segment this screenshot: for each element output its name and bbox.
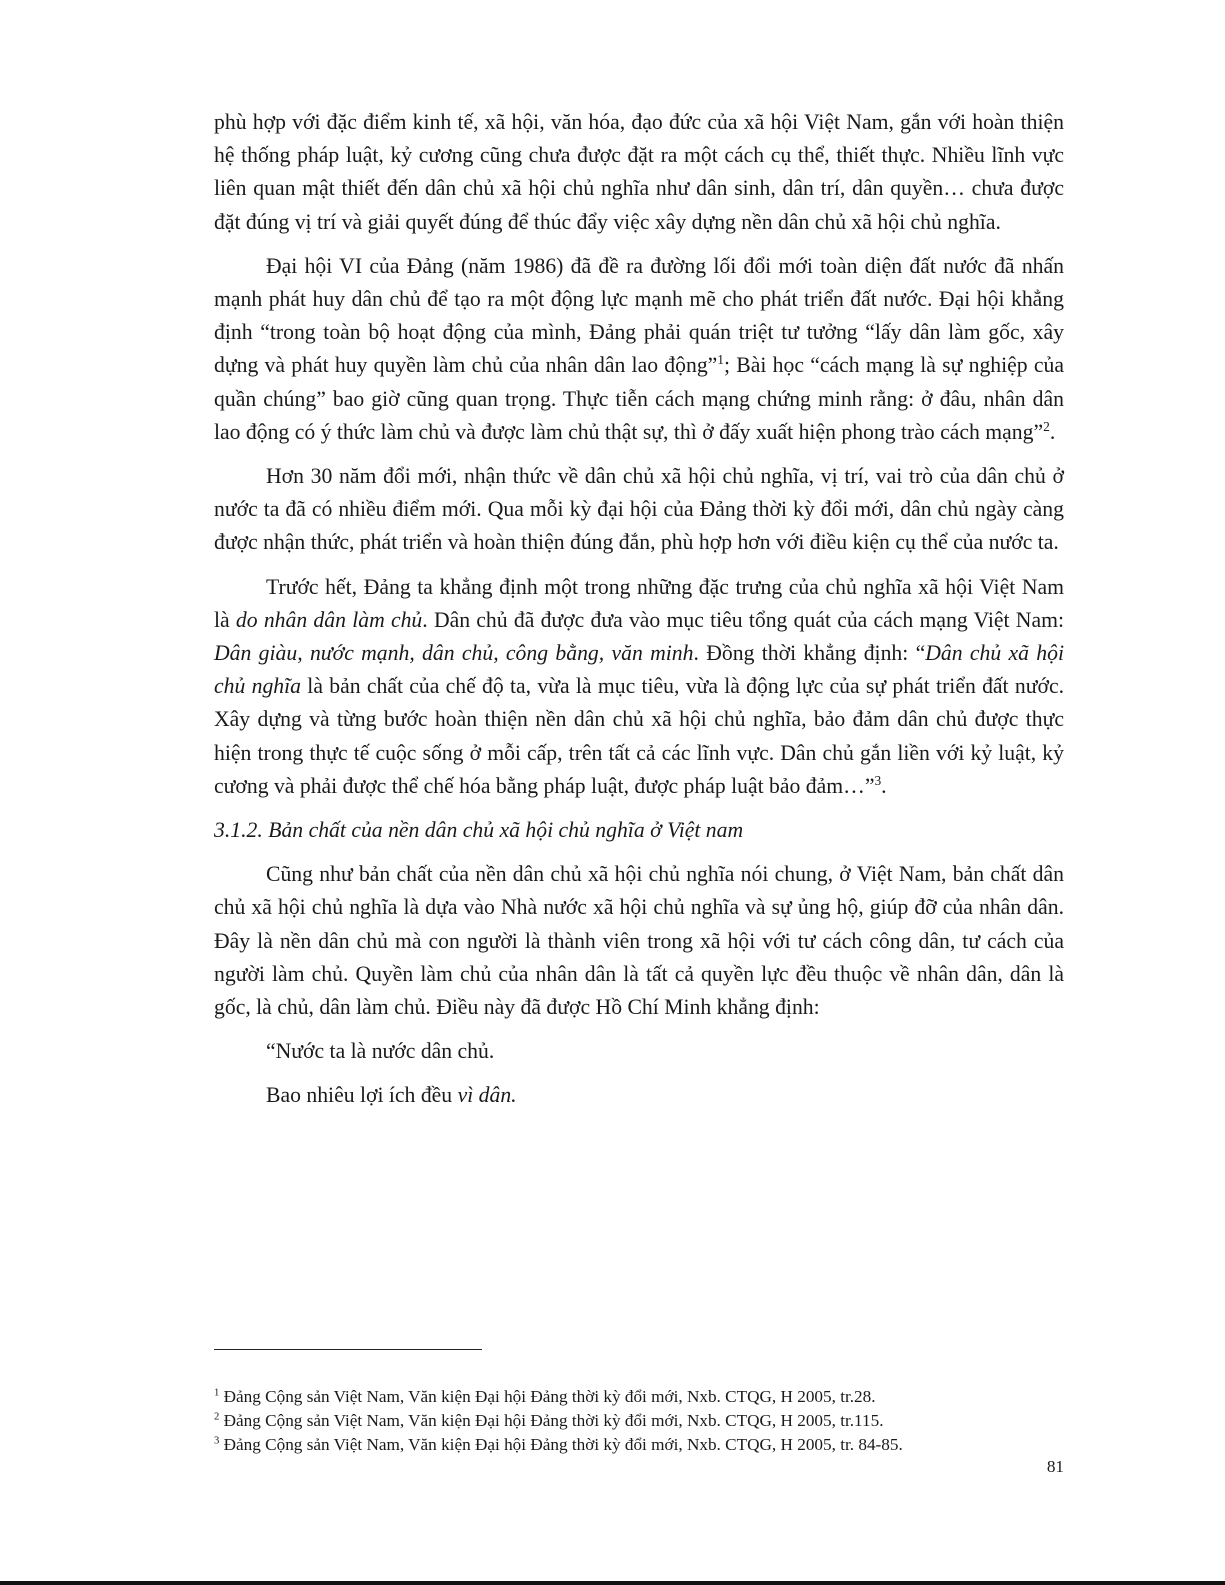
footnote-text: Đảng Cộng sản Việt Nam, Văn kiện Đại hội Đảng thời kỳ đổi mới, Nxb. CTQG, H 2005, tr.115. — [219, 1411, 884, 1430]
paragraph: Hơn 30 năm đổi mới, nhận thức về dân chủ xã hội chủ nghĩa, vị trí, vai trò của dân chủ ở nước ta đã có nhiều điểm mới. Qua mỗi kỳ đại hội của Đảng thời kỳ đổi mới, dân chủ ngày càng được nhận thức, phát triển và hoàn thiện đúng đắn, phù hợp hơn với điều kiện cụ thể của nước ta. — [214, 464, 1064, 555]
text-run: Trước hết, Đảng ta khẳng định một trong những đặc trưng của chủ nghĩa xã hội Việt Nam là — [214, 574, 1064, 632]
text-run: . — [1049, 419, 1056, 444]
quote-line: “Nước ta là nước dân chủ. — [266, 1039, 495, 1064]
footnote-text: Đảng Cộng sản Việt Nam, Văn kiện Đại hội Đảng thời kỳ đổi mới, Nxb. CTQG, H 2005, tr. 84-85. — [219, 1435, 903, 1454]
quote-line — [214, 1079, 1064, 1112]
text-run: Đại hội VI của Đảng (năm 1986) đã đề ra đường lối đổi mới toàn diện đất nước đã nhấn mạnh phát huy dân chủ để tạo ra một động lực mạnh mẽ cho phát triển đất nước. Đại hội khẳng định “trong toàn bộ hoạt động của mình, Đảng phải quán triệt tư tưởng “lấy dân làm gốc, xây dựng và phát huy quyền làm chủ của nhân dân lao động” — [214, 253, 1064, 378]
body-text — [214, 106, 1064, 1124]
footnotes — [214, 1385, 1064, 1457]
text-run: Bao nhiêu lợi ích đều — [266, 1083, 458, 1108]
footnote-ref: 3 — [874, 772, 882, 788]
paragraph: Cũng như bản chất của nền dân chủ xã hội chủ nghĩa nói chung, ở Việt Nam, bản chất dân chủ xã hội chủ nghĩa là dựa vào Nhà nước xã hội chủ nghĩa và sự ủng hộ, giúp đỡ của nhân dân. Đây là nền dân chủ mà con người là thành viên trong xã hội với tư cách công dân, tư cách của người làm chủ. Quyền làm chủ của nhân dân là tất cả quyền lực đều thuộc về nhân dân, dân là gốc, là chủ, dân làm chủ. Điều này đã được Hồ Chí Minh khẳng định: — [214, 862, 1064, 1020]
footnote — [214, 1409, 1064, 1433]
footnote-ref: 2 — [1043, 418, 1050, 434]
italic-run: do nhân dân làm chủ — [235, 607, 423, 632]
footnote — [214, 1433, 1064, 1457]
italic-run: Dân giàu, nước mạnh, dân chủ, công bằng, văn minh — [214, 641, 694, 666]
text-run: là bản chất của chế độ ta, vừa là mục tiêu, vừa là động lực của sự phát triển đất nước. Xây dựng và từng bước hoàn thiện nền dân chủ xã hội chủ nghĩa, bảo đảm dân chủ được thực hiện trong thực tế cuộc sống ở mỗi cấp, trên tất cả các lĩnh vực. Dân chủ gắn liền với kỷ luật, kỷ cương và phải được thể chế hóa bằng pháp luật, được pháp luật bảo đảm…” — [214, 674, 1064, 798]
italic-run: vì dân. — [457, 1083, 517, 1108]
scan-edge — [0, 1581, 1225, 1585]
footnote-number: 2 — [214, 1411, 220, 1423]
section-heading: 3.1.2. Bản chất của nền dân chủ xã hội chủ nghĩa ở Việt nam — [214, 818, 744, 843]
footnote-ref: 1 — [717, 352, 725, 368]
text-run: . Đồng thời khẳng định: “ — [693, 641, 926, 666]
paragraph — [214, 250, 1064, 449]
italic-run: Dân chủ xã hội chủ nghĩa — [214, 641, 1065, 699]
text-run: . Dân chủ đã được đưa vào mục tiêu tổng quát của cách mạng Việt Nam: — [422, 607, 1064, 632]
footnote — [214, 1385, 1064, 1409]
footnote-text: Đảng Cộng sản Việt Nam, Văn kiện Đại hội Đảng thời kỳ đổi mới, Nxb. CTQG, H 2005, tr.28. — [219, 1387, 876, 1406]
text-run: ; Bài học “cách mạng là sự nghiệp của quần chúng” bao giờ cũng quan trọng. Thực tiễn cách mạng chứng minh rằng: ở đâu, nhân dân lao động có ý thức làm chủ và được làm chủ thật sự, thì ở đấy xuất hiện phong trào cách mạng” — [214, 353, 1064, 444]
page-number: 81 — [1046, 1457, 1064, 1476]
footnote-separator — [214, 1349, 482, 1350]
paragraph — [214, 571, 1064, 803]
paragraph: phù hợp với đặc điểm kinh tế, xã hội, văn hóa, đạo đức của xã hội Việt Nam, gắn với hoàn thiện hệ thống pháp luật, kỷ cương cũng chưa được đặt ra một cách cụ thể, thiết thực. Nhiều lĩnh vực liên quan mật thiết đến dân chủ xã hội chủ nghĩa như dân sinh, dân trí, dân quyền… chưa được đặt đúng vị trí và giải quyết đúng để thúc đẩy việc xây dựng nền dân chủ xã hội chủ nghĩa. — [214, 110, 1064, 234]
footnote-number: 1 — [214, 1387, 220, 1399]
footnote-number: 3 — [214, 1435, 220, 1447]
text-run: . — [881, 773, 887, 798]
